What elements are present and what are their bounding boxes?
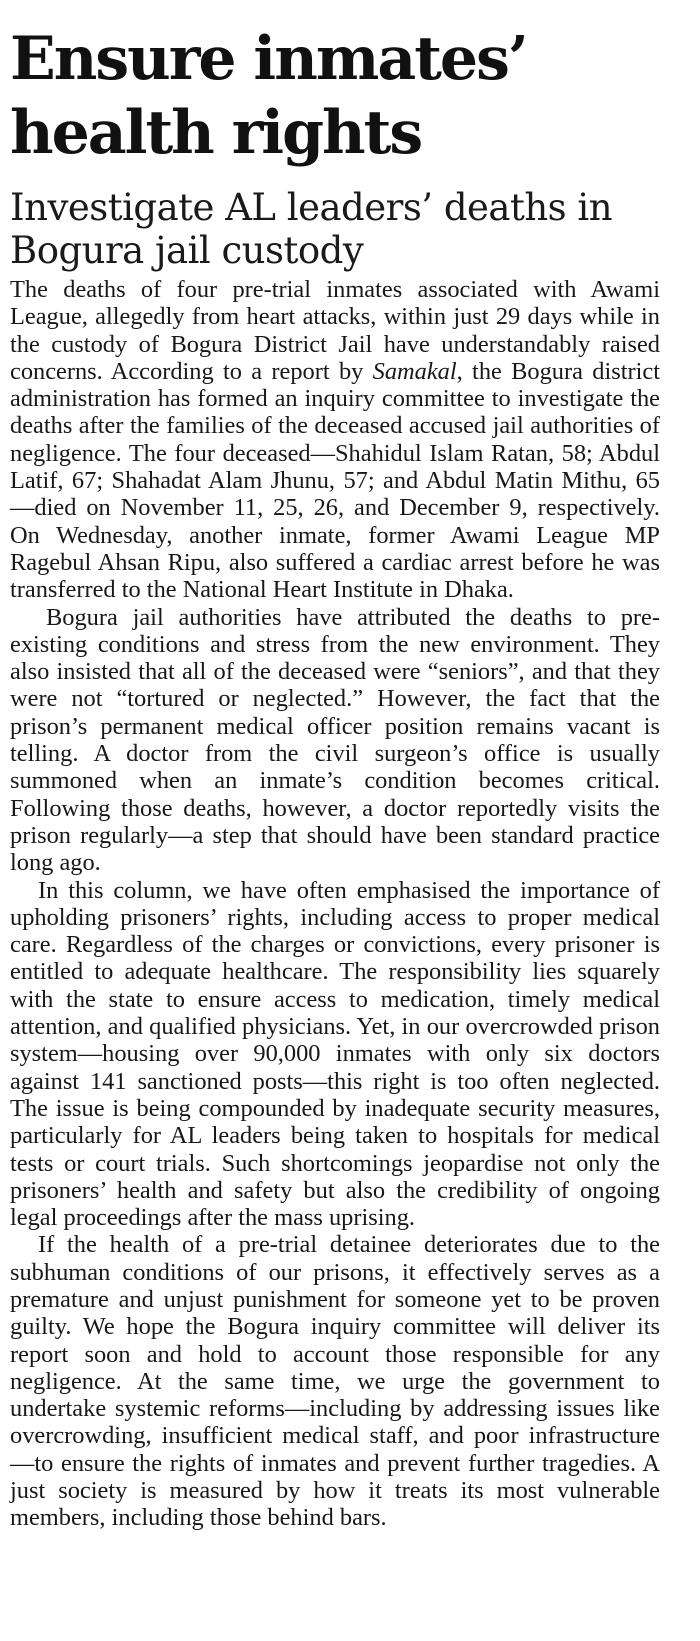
- paragraph-4: If the health of a pre-trial detainee deteriorates due to the subhuman conditions of our prisons, it effectively serves as a premature and unjust punishment for someone yet to be proven guilty. We hope the Bogura inquiry committee will deliver its report soon and hold to account those responsible for any negligence. At the same time, we urge the government to undertake systemic reforms—including by addressing issues like overcrowding, insufficient medical staff, and poor infrastructure—to ensure the rights of inmates and prevent further tragedies. A just society is measured by how it treats its most vulnerable members, including those behind bars.: [10, 1231, 660, 1532]
- headline-line-2: health rights: [10, 98, 422, 168]
- subheadline: [10, 186, 660, 272]
- paragraph-2: Bogura jail authorities have attributed the deaths to pre-existing conditions and stress from the new environment. They also insisted that all of the deceased were “seniors”, and that they were not “tortured or neglected.” However, the fact that the prison’s permanent medical officer position remains vacant is telling. A doctor from the civil surgeon’s office is usually summoned when an inmate’s condition becomes critical. Following those deaths, however, a doctor reportedly visits the prison regularly—a step that should have been standard practice long ago.: [10, 603, 660, 877]
- paragraph-1-text-b: , the Bogura district administration has formed an inquiry committee to investigate the deaths after the families of the deceased accused jail authorities of negligence. The four deceased—Shahidul Islam Ratan, 58; Abdul Latif, 67; Shahadat Alam Jhunu, 57; and Abdul Matin Mithu, 65—died on November 11, 25, 26, and December 9, respectively. On Wednesday, another inmate, former Awami League MP Ragebul Ahsan Ripu, also suffered a cardiac arrest before he was transferred to the National Heart Institute in Dhaka.: [10, 357, 660, 604]
- paragraph-3: In this column, we have often emphasised the importance of upholding prisoners’ rights, including access to proper medical care. Regardless of the charges or convictions, every prisoner is entitled to adequate healthcare. The responsibility lies squarely with the state to ensure access to medication, timely medical attention, and qualified physicians. Yet, in our overcrowded prison system—housing over 90,000 inmates with only six doctors against 141 sanctioned posts—this right is too often neglected. The issue is being compounded by inadequate security measures, particularly for AL leaders being taken to hospitals for medical tests or court trials. Such shortcomings jeopardise not only the prisoners’ health and safety but also the credibility of ongoing legal proceedings after the mass uprising.: [10, 876, 660, 1232]
- paragraph-1: [10, 276, 660, 604]
- headline-line-1: Ensure inmates’: [10, 24, 527, 94]
- subheadline-line-1: Investigate AL leaders’ deaths in: [10, 186, 613, 229]
- headline: [10, 22, 660, 170]
- subheadline-line-2: Bogura jail custody: [10, 229, 364, 272]
- source-name: Samakal: [372, 357, 457, 385]
- article-body: [10, 276, 660, 1532]
- paragraph-1-text-a: The deaths of four pre-trial inmates associated with Awami League, allegedly from heart attacks, within just 29 days while in the custody of Bogura District Jail have understandably raised concerns. According to a report by: [10, 276, 660, 385]
